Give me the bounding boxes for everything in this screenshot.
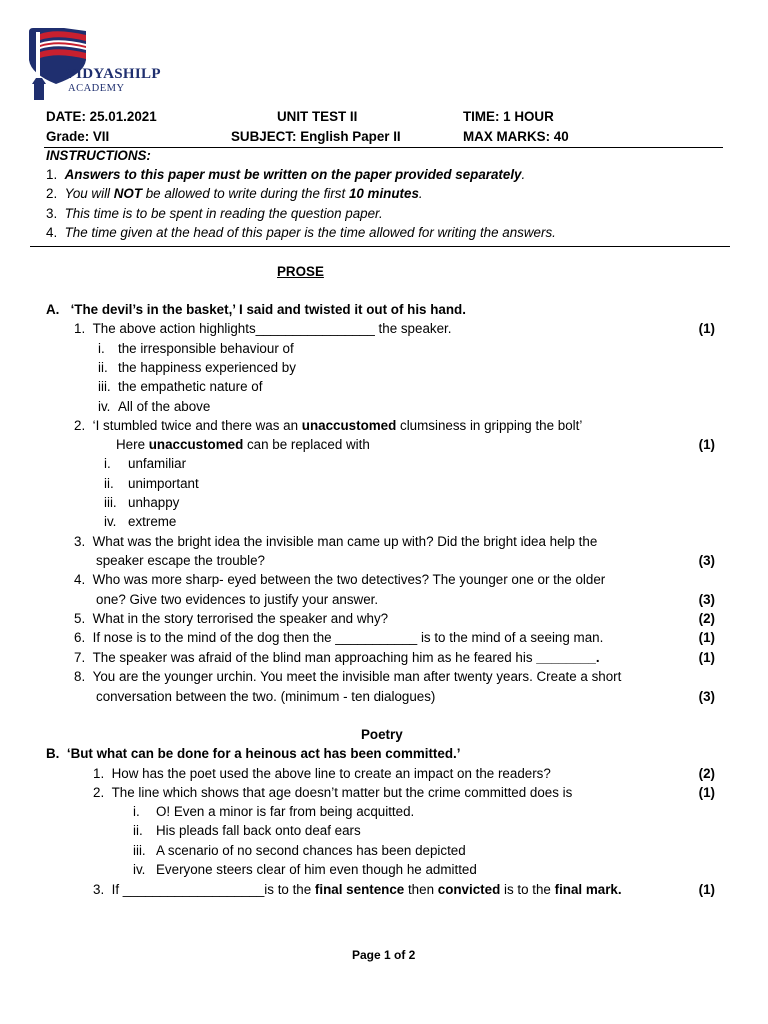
question-marks: (3) [698,592,715,607]
question-3-cont: speaker escape the trouble? [96,553,265,568]
option: ii. unimportant [104,476,199,491]
poetry-question-2: 2. The line which shows that age doesn’t matter but the crime committed does is [93,785,573,800]
question-marks: (1) [698,882,715,897]
option: ii. His pleads fall back onto deaf ears [133,823,361,838]
instruction-item: 1. Answers to this paper must be written on the paper provided separately. [46,167,526,182]
question-1: 1. The above action highlights________________ the speaker. [74,321,452,336]
question-5: 5. What in the story terrorised the speaker and why? [74,611,389,626]
question-marks: (1) [698,785,715,800]
page-number: Page 1 of 2 [352,948,416,962]
question-marks: (1) [698,630,715,645]
poetry-question-1: 1. How has the poet used the above line to create an impact on the readers? [93,766,551,781]
instructions-divider [30,246,730,247]
question-6: 6. If nose is to the mind of the dog then the ___________ is to the mind of a seeing man. [74,630,604,645]
school-subtitle: ACADEMY [68,83,125,94]
exam-subject: SUBJECT: English Paper II [231,129,401,144]
poetry-question-3: 3. If ___________________is to the final sentence then convicted is to the final mark. [93,882,622,897]
question-8-cont: conversation between the two. (minimum - ten dialogues) [96,689,436,704]
question-marks: (1) [698,437,715,452]
option: iv. All of the above [98,399,211,414]
question-marks: (3) [698,553,715,568]
school-logo [26,26,161,104]
question-marks: (2) [698,611,715,626]
question-marks: (1) [698,650,715,665]
instructions-title: INSTRUCTIONS: [46,148,151,163]
exam-grade: Grade: VII [46,129,110,144]
question-marks: (3) [698,689,715,704]
question-3: 3. What was the bright idea the invisible man came up with? Did the bright idea help the [74,534,598,549]
question-7: 7. The speaker was afraid of the blind man approaching him as he feared his ________. [74,650,600,665]
option: iv. extreme [104,514,177,529]
question-marks: (2) [698,766,715,781]
instruction-item: 2. You will NOT be allowed to write during the first 10 minutes. [46,186,423,201]
option: i. the irresponsible behaviour of [98,341,294,356]
exam-title: UNIT TEST II [277,109,358,124]
section-b-quote: B. ‘But what can be done for a heinous act has been committed.’ [46,746,461,761]
instruction-item: 4. The time given at the head of this paper is the time allowed for writing the answers. [46,225,556,240]
question-2: 2. ‘I stumbled twice and there was an unaccustomed clumsiness in gripping the bolt’ [74,418,583,433]
question-8: 8. You are the younger urchin. You meet the invisible man after twenty years. Create a short [74,669,622,684]
prose-heading: PROSE [277,264,324,279]
option: iii. A scenario of no second chances has been depicted [133,843,466,858]
option: iii. the empathetic nature of [98,379,263,394]
option: ii. the happiness experienced by [98,360,296,375]
option: i. O! Even a minor is far from being acquitted. [133,804,415,819]
option: iii. unhappy [104,495,180,510]
question-4: 4. Who was more sharp- eyed between the two detectives? The younger one or the older [74,572,606,587]
exam-max-marks: MAX MARKS: 40 [463,129,569,144]
section-a-quote: A. ‘The devil’s in the basket,’ I said and twisted it out of his hand. [46,302,466,317]
instruction-item: 3. This time is to be spent in reading the question paper. [46,206,383,221]
question-4-cont: one? Give two evidences to justify your answer. [96,592,379,607]
question-2-prompt: Here unaccustomed can be replaced with [116,437,370,452]
school-name: VIDYASHILP [65,66,161,82]
poetry-heading: Poetry [361,727,403,742]
question-marks: (1) [698,321,715,336]
exam-date: DATE: 25.01.2021 [46,109,157,124]
exam-time: TIME: 1 HOUR [463,109,554,124]
option: i. unfamiliar [104,456,187,471]
option: iv. Everyone steers clear of him even though he admitted [133,862,477,877]
